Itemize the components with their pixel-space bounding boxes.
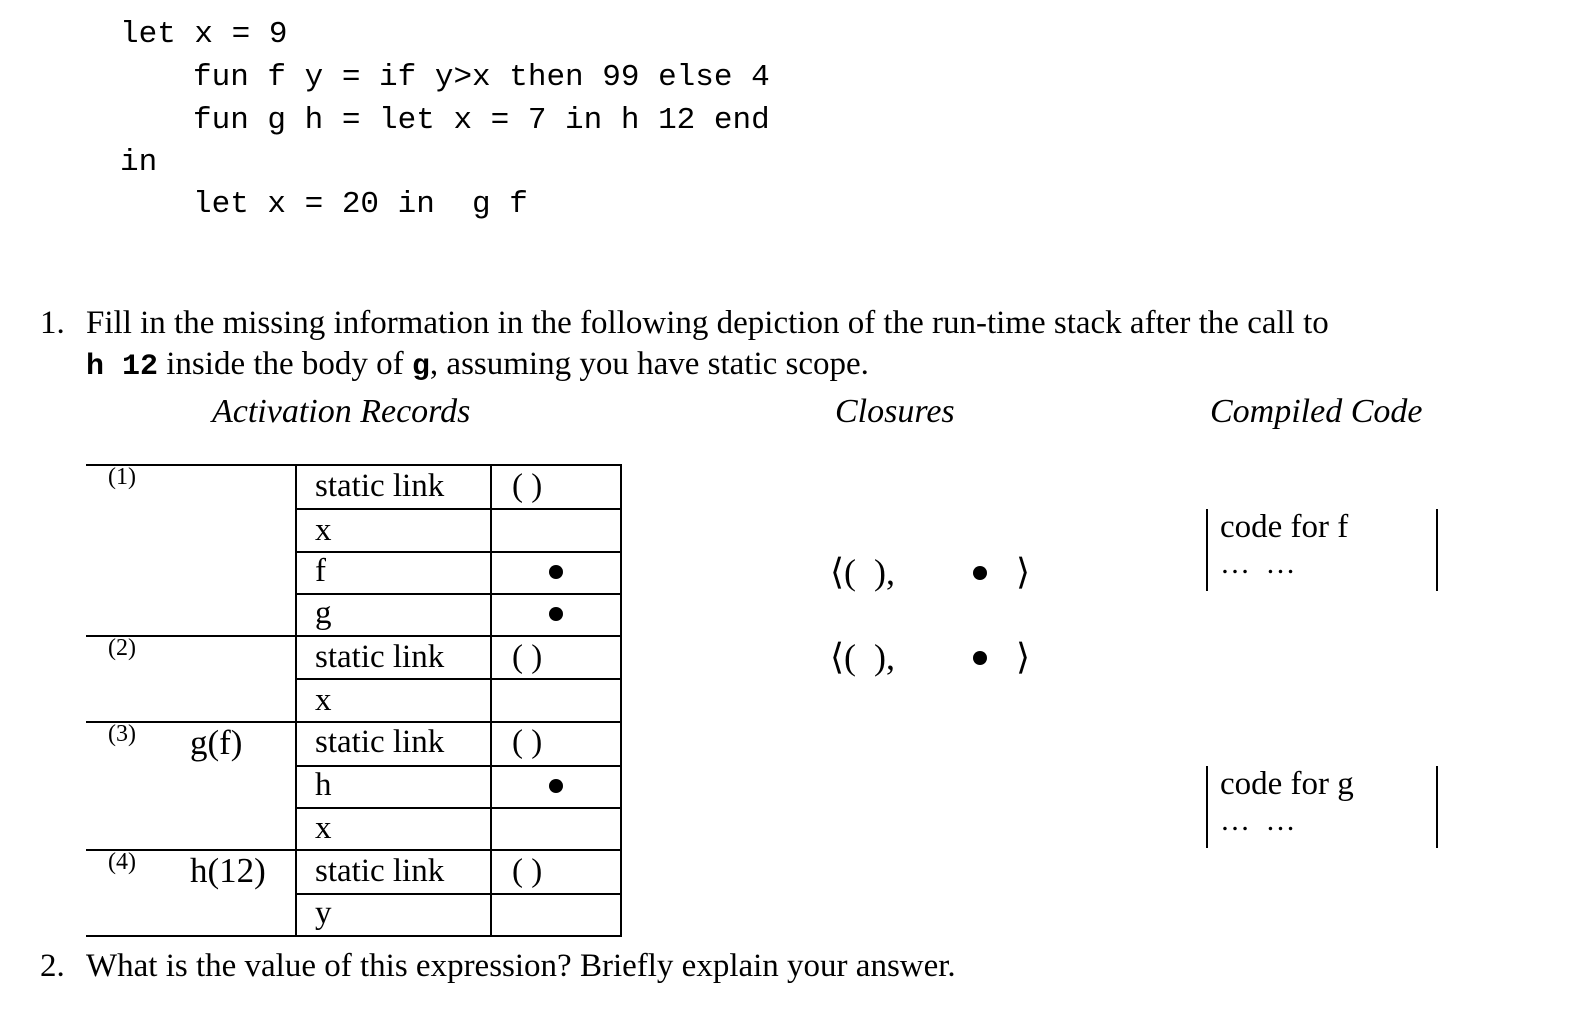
record-2-number: (2) [108, 635, 136, 661]
record-1-number: (1) [108, 464, 136, 490]
closure-g-close-bracket: ⟩ [1016, 637, 1031, 677]
row-separator [295, 678, 622, 680]
slot-label-static-link: static link [315, 724, 445, 760]
slot-label-static-link: static link [315, 853, 445, 889]
code-box-g-dots: … … [1220, 804, 1300, 837]
code-box-f [1206, 509, 1438, 591]
heading-compiled-code: Compiled Code [1210, 393, 1423, 430]
static-link-blank[interactable]: ( ) [512, 468, 543, 504]
row-separator [295, 807, 622, 809]
code-line-2: fun f y = if y>x then 99 else 4 [193, 60, 770, 95]
question-1-number: 1. [40, 305, 65, 341]
question-1-mid-text: inside the body of [158, 346, 412, 382]
row-separator [295, 508, 622, 510]
slot-label-x: x [315, 682, 332, 718]
record-4-function: h(12) [190, 851, 266, 890]
row-separator [295, 893, 622, 895]
code-line-4: in [120, 145, 158, 180]
question-1-line-1: Fill in the missing information in the following depiction of the run-time stack after the call to [86, 305, 1329, 341]
heading-closures: Closures [835, 393, 955, 430]
table-right-border [620, 464, 622, 937]
pointer-dot-f [549, 565, 563, 579]
closure-g [830, 637, 895, 677]
closure-g-code-pointer-dot [973, 651, 987, 665]
code-line-3: fun g h = let x = 7 in h 12 end [193, 103, 770, 138]
static-link-blank[interactable]: ( ) [512, 639, 543, 675]
code-box-f-dots: … … [1220, 547, 1300, 580]
slot-label-static-link: static link [315, 468, 445, 504]
heading-activation-records: Activation Records [212, 393, 471, 430]
row-separator [295, 765, 622, 767]
record-3-number: (3) [108, 721, 136, 747]
record-separator [86, 935, 622, 937]
code-line-1: let x = 9 [120, 17, 288, 52]
question-2-text: What is the value of this expression? Briefly explain your answer. [86, 948, 956, 984]
slot-label-y: y [315, 895, 332, 931]
row-separator [295, 551, 622, 553]
slot-label-x: x [315, 810, 332, 846]
static-link-blank[interactable]: ( ) [512, 724, 543, 760]
record-4-number: (4) [108, 849, 136, 875]
pointer-dot-g [549, 607, 563, 621]
code-box-f-label: code for f [1220, 509, 1349, 545]
slot-label-h: h [315, 767, 332, 803]
code-line-5: let x = 20 in g f [193, 187, 528, 222]
question-1-line-2 [86, 344, 869, 387]
pointer-dot-h [549, 779, 563, 793]
table-left-border [295, 464, 297, 937]
slot-label-g: g [315, 595, 332, 631]
static-link-blank[interactable]: ( ) [512, 853, 543, 889]
slot-label-static-link: static link [315, 639, 445, 675]
question-2-number: 2. [40, 948, 65, 984]
table-column-divider [490, 464, 492, 937]
slot-label-f: f [315, 553, 326, 589]
closure-f-close-bracket: ⟩ [1016, 552, 1031, 592]
code-box-g [1206, 766, 1438, 848]
slot-label-x: x [315, 512, 332, 548]
row-separator [295, 593, 622, 595]
code-box-g-label: code for g [1220, 766, 1354, 802]
closure-f-env: ⟨( ), [830, 552, 896, 592]
closure-f-code-pointer-dot [973, 566, 987, 580]
closure-f [830, 552, 895, 592]
question-1-end-text: , assuming you have static scope. [429, 346, 869, 382]
code-h12: h 12 [86, 350, 159, 384]
record-3-function: g(f) [190, 723, 243, 762]
code-g: g [411, 350, 430, 384]
closure-g-env: ⟨( ), [830, 637, 896, 677]
